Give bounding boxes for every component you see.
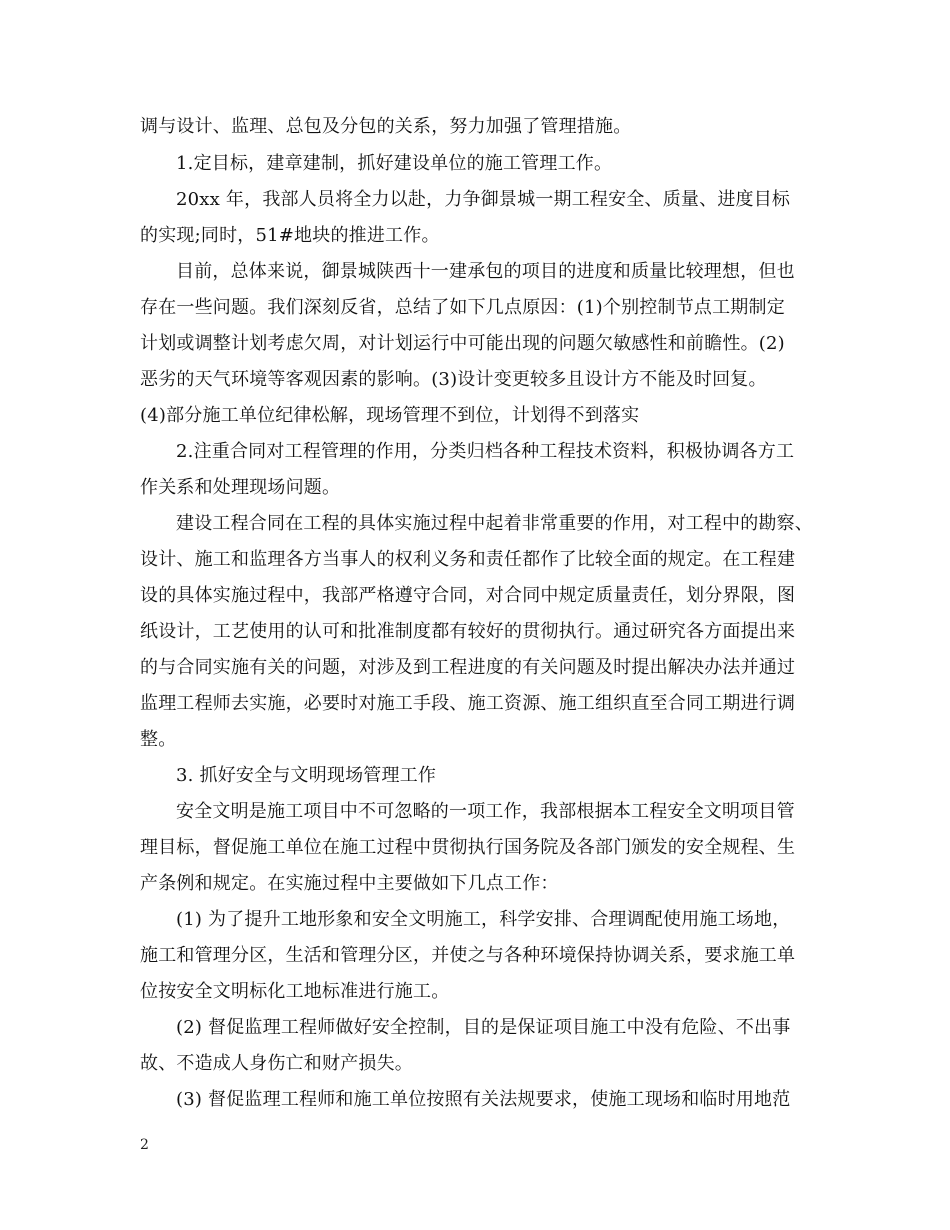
paragraph-line: 理目标，督促施工单位在施工过程中贯彻执行国务院及各部门颁发的安全规程、生 [140,837,796,858]
paragraph-line: 的实现;同时，51#地块的推进工作。 [140,225,440,246]
paragraph-line: 恶劣的天气环境等客观因素的影响。(3)设计变更较多且设计方不能及时回复。 [140,369,767,390]
paragraph-line: 设的具体实施过程中，我部严格遵守合同，对合同中规定质量责任，划分界限，图 [140,585,796,606]
paragraph-line: (4)部分施工单位纪律松解，现场管理不到位，计划得不到落实 [140,405,640,426]
paragraph-line: 的与合同实施有关的问题，对涉及到工程进度的有关问题及时提出解决办法并通过 [140,657,796,678]
section-heading: 3. 抓好安全与文明现场管理工作 [176,765,437,786]
paragraph-line: 产条例和规定。在实施过程中主要做如下几点工作： [140,873,559,894]
paragraph-line: 计划或调整计划考虑欠周，对计划运行中可能出现的问题欠敏感性和前瞻性。(2) [140,333,785,354]
paragraph-line: 存在一些问题。我们深刻反省，总结了如下几点原因：(1)个别控制节点工期制定 [140,297,785,318]
paragraph-line: 建设工程合同在工程的具体实施过程中起着非常重要的作用，对工程中的勘察、 [176,513,813,534]
paragraph-line: 整。 [140,729,177,750]
paragraph-line: 监理工程师去实施，必要时对施工手段、施工资源、施工组织直至合同工期进行调 [140,693,796,714]
paragraph-line: 目前，总体来说，御景城陕西十一建承包的项目的进度和质量比较理想，但也 [176,261,795,282]
paragraph-line: 1.定目标，建章建制，抓好建设单位的施工管理工作。 [176,153,613,174]
paragraph-line: (1) 为了提升工地形象和安全文明施工，科学安排、合理调配使用施工场地， [176,909,791,930]
paragraph-line: 设计、施工和监理各方当事人的权利义务和责任都作了比较全面的规定。在工程建 [140,549,796,570]
paragraph-line: 安全文明是施工项目中不可忽略的一项工作，我部根据本工程安全文明项目管 [176,801,795,822]
paragraph-line: 位按安全文明标化工地标准进行施工。 [140,981,450,1002]
paragraph-line: 调与设计、监理、总包及分包的关系，努力加强了管理措施。 [140,116,632,137]
paragraph-line: (2) 督促监理工程师做好安全控制，目的是保证项目施工中没有危险、不出事 [176,1017,791,1038]
paragraph-line: 故、不造成人身伤亡和财产损失。 [140,1053,413,1074]
paragraph-line: 纸设计，工艺使用的认可和批准制度都有较好的贯彻执行。通过研究各方面提出来 [140,621,796,642]
paragraph-line: 20xx 年，我部人员将全力以赴，力争御景城一期工程安全、质量、进度目标 [176,189,791,210]
page-number: 2 [140,1137,149,1153]
paragraph-line: 施工和管理分区，生活和管理分区，并使之与各种环境保持协调关系，要求施工单 [140,945,796,966]
paragraph-line: 作关系和处理现场问题。 [140,477,341,498]
paragraph-line: (3) 督促监理工程师和施工单位按照有关法规要求，使施工现场和临时用地范 [176,1089,791,1110]
paragraph-line: 2.注重合同对工程管理的作用，分类归档各种工程技术资料，积极协调各方工 [176,441,795,462]
